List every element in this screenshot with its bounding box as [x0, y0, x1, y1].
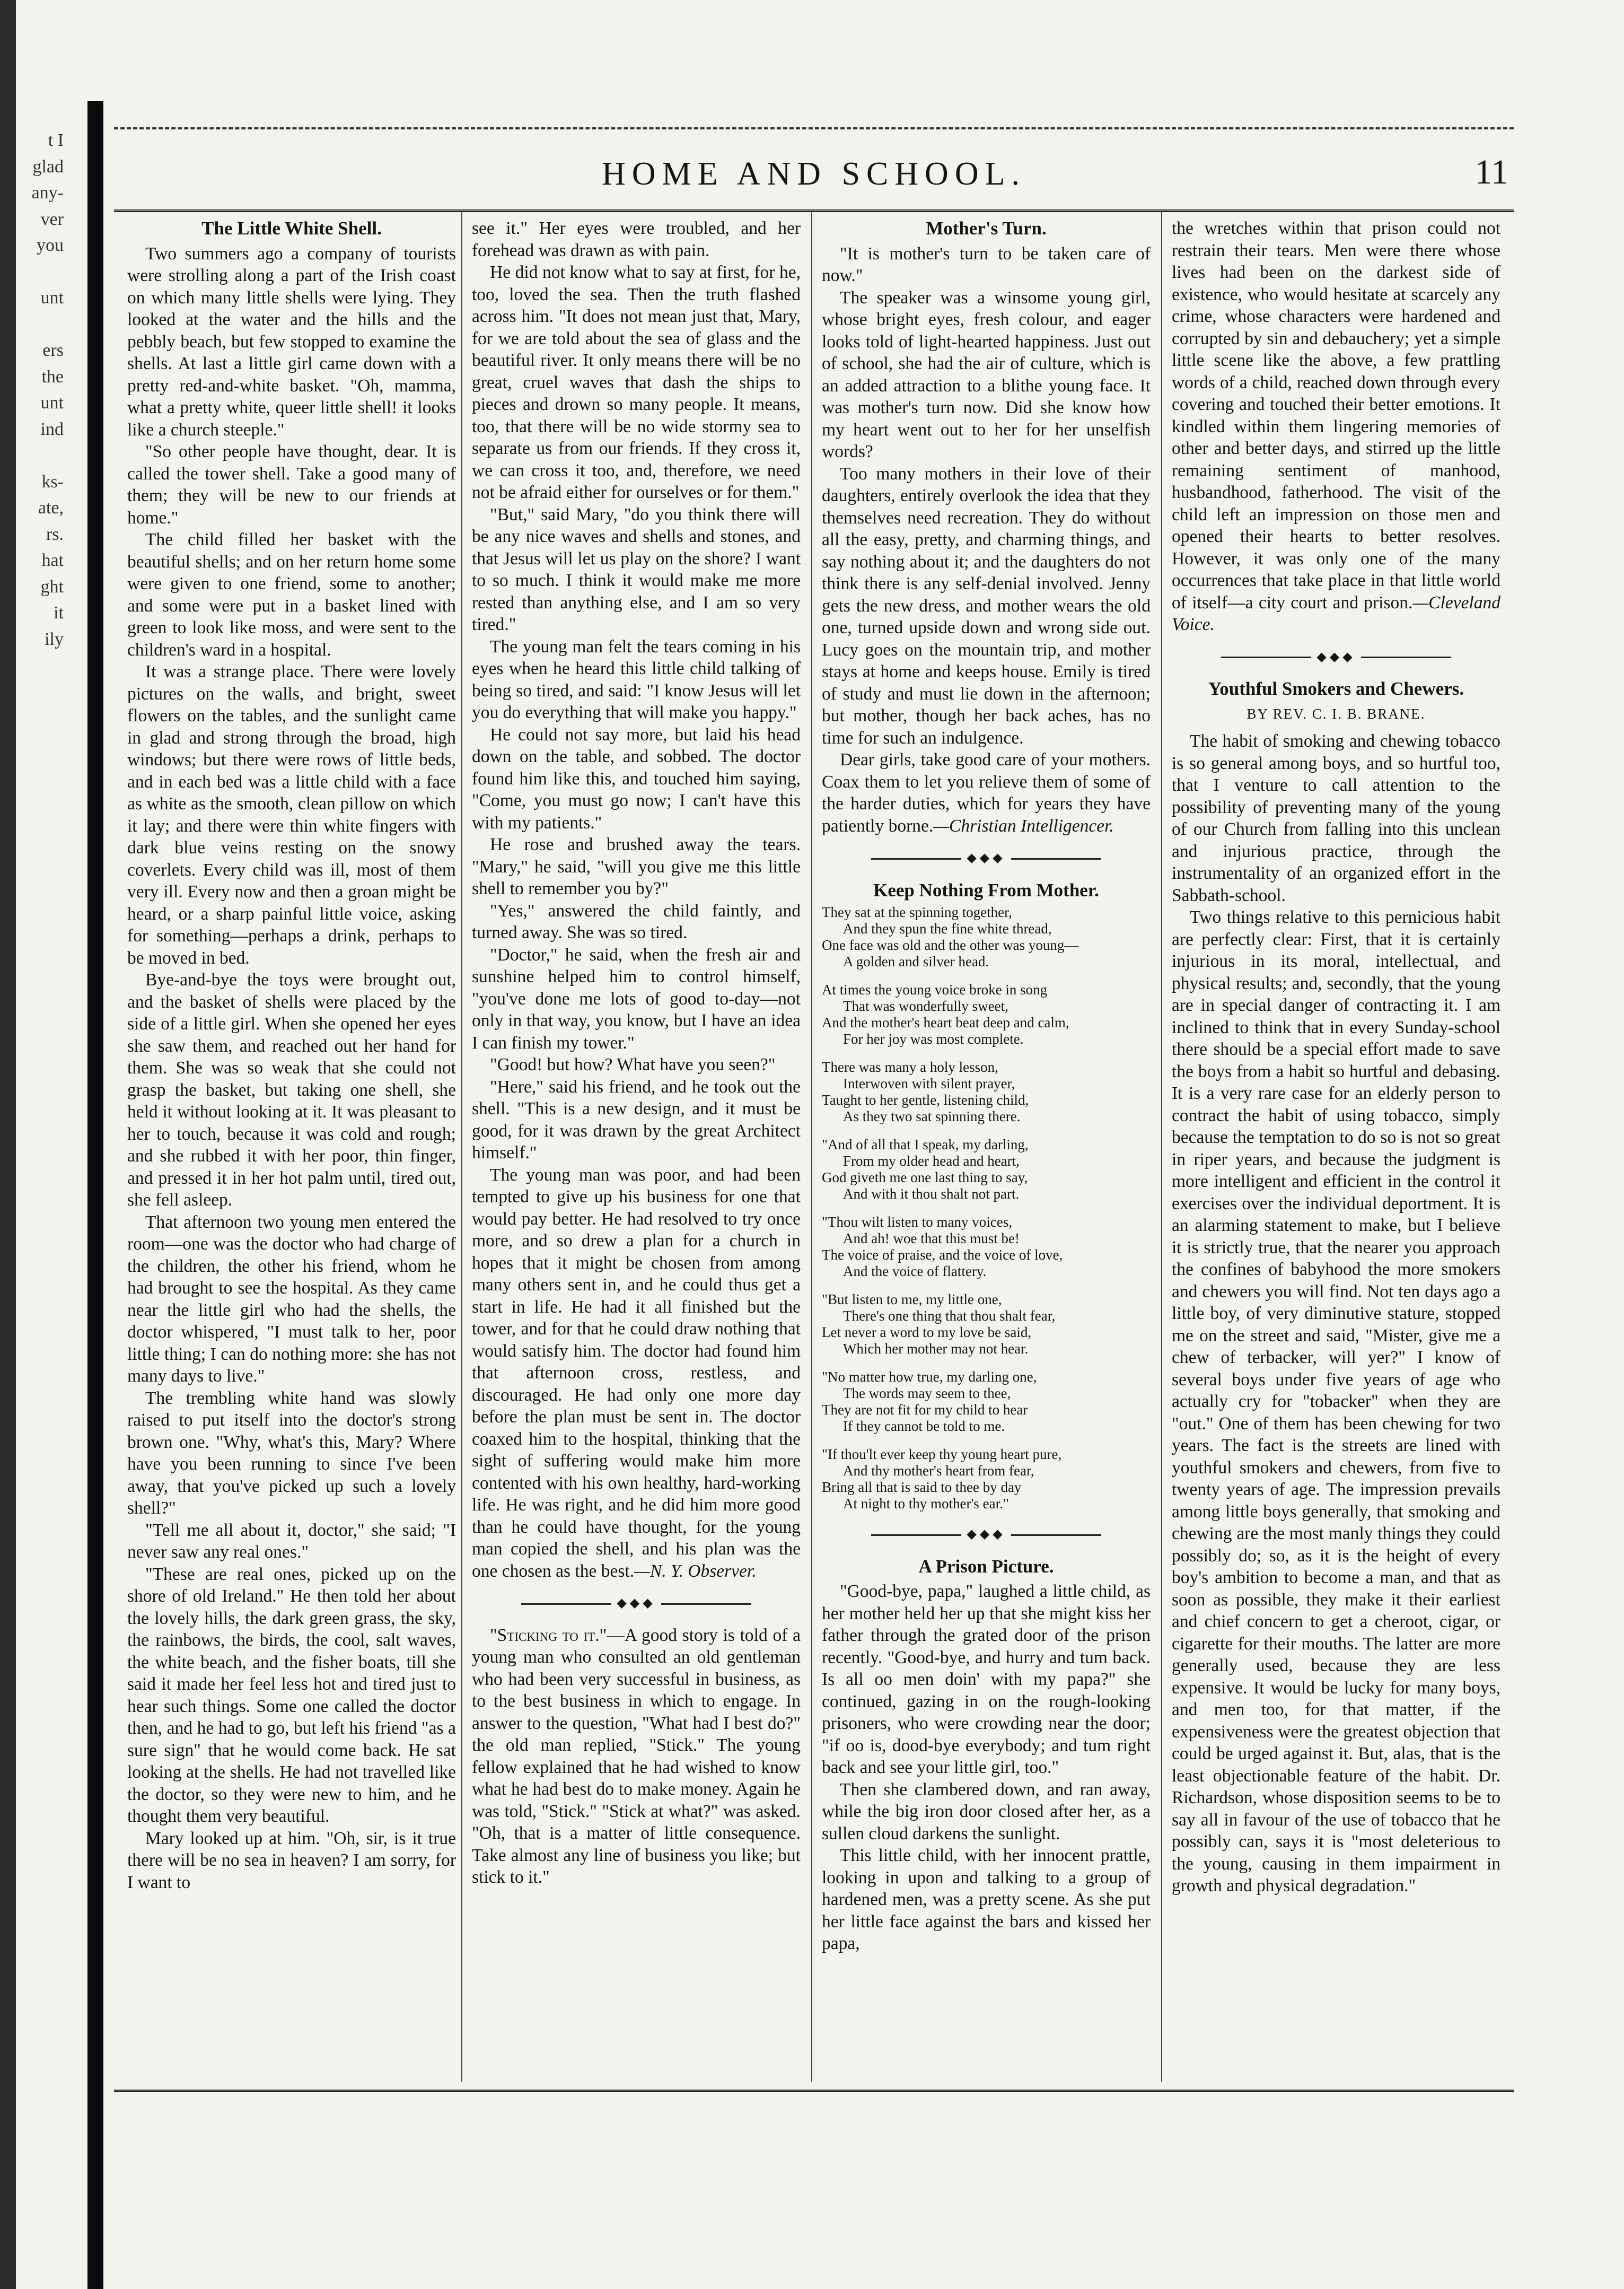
- fragment-line: ers: [42, 340, 64, 360]
- poem-line: They sat at the spinning together,: [822, 904, 1012, 920]
- article-text: —A good story is told of a young man who consulted an old gentleman who had been very successful in business, as to the best business in which to engage. In answer to the question, "What had I best do?" the old man replied, "Stick." The young fellow explained that he had wished to know what he had best do to make money. Again he was told, "Stick." "Stick at what?" was asked. "Oh, that is a matter of little consequence. Take almost any line of business you like; but stick to it.": [472, 1625, 801, 1887]
- article-paragraph: "Yes," answered the child faintly, and turned away. She was so tired.: [472, 901, 801, 942]
- poem-line: "If thou'lt ever keep thy young heart pure,: [822, 1446, 1062, 1462]
- article-paragraph: Bye-and-bye the toys were brought out, and the basket of shells were placed by the side of a little girl. When she opened her eyes she saw them, and reached out her hand for them. She was so weak that she could not grasp the basket, but taking one shell, she held it without looking at it. It was pleasant to her to touch, because it was cold and rough; and she rubbed it with her poor, thin finger, and pressed it in her hot palm until, tired out, she fell asleep.: [127, 970, 456, 1210]
- poem-line: "No matter how true, my darling one,: [822, 1369, 1037, 1385]
- article-paragraph: The child filled her basket with the beautiful shells; and on her return home some were given to one friend, some to another; and some were put in a basket lined with green to look like moss, and were sent to the children's ward in a hospital.: [127, 530, 456, 660]
- article-paragraph: Too many mothers in their love of their daughters, entirely overlook the idea that they themselves need recreation. They do without all the easy, pretty, and charming things, and say nothing about it; and the daughters do not think there is any self-denial involved. Jenny gets the new dress, and mother wears the old one, turned upside down and wrong side out. Lucy goes on the mountain trip, and mother stays at home and keeps house. Emily is tired of study and must lie down in the afternoon; but mother, though her back aches, has no time for such an indulgence.: [822, 464, 1151, 748]
- poem-stanza: [822, 1137, 1151, 1202]
- poem-line: As they two sat spinning there.: [843, 1108, 1021, 1124]
- item-lead: "Sticking to it.": [490, 1625, 607, 1645]
- adjacent-page-fragment: [0, 127, 80, 1824]
- poem-line: The voice of praise, and the voice of love,: [822, 1247, 1063, 1263]
- publication-title: HOME AND SCHOOL.: [602, 156, 1026, 192]
- fragment-line: unt: [40, 393, 64, 413]
- fragment-line: you: [37, 235, 64, 255]
- article-paragraph: "These are real ones, picked up on the shore of old Ireland." He then told her about the lovely hills, the dark green grass, the sky, the rainbows, the birds, the cool, salt waves, the white beach, and the fisher boats, till she said it made her feel less hot and tired just to hear such things. Some one called the doctor then, and he had to go, but left his friend "as a sure sign" that he would come back. He sat looking at the shells. He had not travelled like the doctor, so they were new to him, and he thought them very beautiful.: [127, 1564, 456, 1826]
- article-paragraph: "Here," said his friend, and he took out the shell. "This is a new design, and it must be good, for it was drawn by the great Architect himself.": [472, 1077, 801, 1163]
- fragment-line: the: [41, 366, 64, 387]
- poem-line: For her joy was most complete.: [843, 1031, 1024, 1047]
- article-paragraph: The young man felt the tears coming in his eyes when he heard this little child talking of being so tired, and said: "I know Jesus will let you do everything that will make you happy.": [472, 636, 801, 722]
- source-credit: —N. Y. Observer.: [634, 1561, 757, 1581]
- poem-line: That was wonderfully sweet,: [843, 998, 1008, 1014]
- article-paragraph: [1172, 217, 1500, 636]
- fragment-line: [0, 311, 80, 338]
- fragment-line: t I: [48, 130, 64, 150]
- source-credit: —Christian Intelligencer.: [933, 816, 1114, 836]
- top-dashed-rule: [114, 127, 1514, 129]
- article-paragraph: The speaker was a winsome young girl, whose bright eyes, fresh colour, and eager looks told of light-hearted happiness. Just out of school, she had the air of culture, which is an added attraction to a blithe young face. It was mother's turn now. Did she know how my heart went out to her for her unselfish words?: [822, 287, 1151, 461]
- section-divider: ◆◆◆: [822, 1524, 1151, 1546]
- page-number: 11: [1474, 153, 1508, 191]
- poem-title: Keep Nothing From Mother.: [873, 879, 1099, 901]
- article-paragraph: The habit of smoking and chewing tobacco is so general among boys, and so hurtful too, that I venture to call attention to the possibility of preventing many of the young of our Church from falling into this unclean and injurious practice, through the instrumentality of an organized effort in the Sabbath-school.: [1172, 731, 1500, 905]
- poem-line: Which her mother may not hear.: [843, 1341, 1029, 1357]
- fragment-line: hat: [41, 551, 64, 570]
- poem-line: They are not fit for my child to hear: [822, 1402, 1028, 1418]
- poem-line: Interwoven with silent prayer,: [843, 1076, 1015, 1091]
- poem-line: The words may seem to thee,: [843, 1385, 1011, 1401]
- newspaper-page: [114, 127, 1514, 2121]
- running-head: [114, 146, 1514, 212]
- fragment-line: any-: [31, 183, 64, 203]
- poem: [822, 904, 1151, 1512]
- section-divider: ◆◆◆: [822, 848, 1151, 870]
- article-paragraph: This little child, with her innocent prattle, looking in upon and talking to a group of hardened men, was a pretty scene. As she put her little face against the bars and kissed her papa,: [822, 1846, 1151, 1953]
- poem-line: One face was old and the other was young—: [822, 937, 1079, 953]
- fragment-line: [0, 259, 80, 285]
- poem-line: God giveth me one last thing to say,: [822, 1169, 1028, 1185]
- poem-stanza: [822, 1446, 1151, 1512]
- poem-stanza: [822, 1214, 1151, 1280]
- article-paragraph: He rose and brushed away the tears. "Mary," he said, "will you give me this little shell to remember you by?": [472, 835, 801, 898]
- poem-line: Taught to her gentle, listening child,: [822, 1092, 1029, 1108]
- article-paragraph: "So other people have thought, dear. It is called the tower shell. Take a good many of them; they will be new to our friends at home.": [127, 442, 456, 528]
- article-text: the wretches within that prison could not restrain their tears. Men were there whose lives had been on the darkest side of existence, who would hesitate at scarcely any crime, whose characters were hardened and corrupted by sin and debauchery; yet a simple little scene like the above, a few prattling words of a child, reached down through every covering and touched their better emotions. It kindled within them lingering memories of other and better days, and stirred up the little remaining sentiment of manhood, husbandhood, fatherhood. The visit of the child left an impression on those men and opened their hearts to better resolves. However, it was only one of the many occurrences that take place in that little world of itself—a city court and prison.: [1172, 219, 1500, 613]
- article-title-little-white-shell: The Little White Shell.: [201, 218, 382, 239]
- column-rule: [1161, 212, 1162, 2082]
- article-paragraph: Mary looked up at him. "Oh, sir, is it true there will be no sea in heaven? I am sorry, for I want to: [127, 1828, 456, 1892]
- poem-line: And with it thou shalt not part.: [843, 1186, 1020, 1202]
- poem-line: And they spun the fine white thread,: [843, 921, 1052, 937]
- fragment-line: rs.: [46, 524, 64, 544]
- fragment-line: ind: [40, 419, 64, 439]
- article-paragraph: "Good-bye, papa," laughed a little child, as her mother held her up that she might kiss her father through the grated door of the prison recently. "Good-bye, and hurry and tum back. Is all oo men doin' with my papa?" she continued, gazing in on the rough-looking prisoners, who were crowding near the door; "if oo is, dood-bye everybody; and tum right back and see your little girl, too.": [822, 1582, 1151, 1777]
- article-paragraph: [472, 1624, 801, 1889]
- poem-line: If they cannot be told to me.: [843, 1418, 1005, 1434]
- poem-line: "Thou wilt listen to many voices,: [822, 1214, 1012, 1230]
- article-paragraph: He could not say more, but laid his head down on the table, and sobbed. The doctor found him like this, and touched him saying, "Come, you must go now; I can't have this with my patients.": [472, 724, 801, 833]
- article-paragraph: see it." Her eyes were troubled, and her forehead was drawn as with pain.: [472, 219, 801, 260]
- fragment-line: [0, 442, 80, 469]
- article-paragraph: The trembling white hand was slowly raised to put itself into the doctor's strong brown one. "Why, what's this, Mary? Where have you been running to since I've been away, that you've picked up such a lovely shell?": [127, 1388, 456, 1518]
- fragment-line: ver: [40, 209, 64, 229]
- article-paragraph: [822, 749, 1151, 837]
- article-text: The young man was poor, and had been tempted to give up his business for one that would pay better. He had resolved to try once more, and so drew a plan for a church in hopes that it might be chosen from among many others sent in, and he could thus get a start in life. He had it all finished but the tower, and for that he could draw nothing that would satisfy him. The doctor had found him that afternoon cross, restless, and discouraged. He had only one more day before the plan must be sent in. The doctor coaxed him to the hospital, thinking that the sight of suffering would make him more contented with his own healthy, hard-working life. He was right, and he did him more good than he could have thought, for the young man copied the shell, and his plan was the one chosen as the best.: [472, 1165, 801, 1581]
- fragment-line: ght: [40, 576, 64, 597]
- article-paragraph: It was a strange place. There were lovely pictures on the walls, and bright, sweet flowers on the tables, and the sunlight came in glad and strong through the broad, high windows; but there were rows of little beds, and in each bed was a little child with a face as white as the smooth, clean pillow on which it lay; and there were thin white fingers with dark blue veins resting on the snowy coverlets. Every child was ill, most of them very ill. Every now and then a groan might be heard, or a sharp painful little voice, asking for something—perhaps a drink, perhaps to be moved in bed.: [127, 662, 456, 968]
- poem-line: "But listen to me, my little one,: [822, 1291, 1002, 1307]
- binding-shadow: [87, 101, 103, 2289]
- column-rule: [461, 212, 462, 2082]
- fragment-line: unt: [40, 288, 64, 308]
- source-credit: —Cleveland Voice.: [1172, 592, 1500, 634]
- fragment-line: ate,: [38, 498, 64, 518]
- poem-line: There was many a holy lesson,: [822, 1059, 998, 1075]
- poem-stanza: [822, 982, 1151, 1047]
- poem-line: There's one thing that thou shalt fear,: [843, 1308, 1056, 1324]
- article-paragraph: Two things relative to this pernicious habit are perfectly clear: First, that it is certainly injurious in its moral, intellectual, and physical results; and, secondly, that the young are in special danger of contracting it. I am inclined to think that in every Sunday-school there should be a special effort made to save the boys from a habit so hurtful and debasing. It is a very rare case for an elderly person to contract the habit of using tobacco, simply because the temptation to do so is not so great in riper years, and because the judgment is more intelligent and efficient in the control it exercises over the individual deportment. It is an alarming statement to make, but I believe it is strictly true, that the nearer you approach the confines of babyhood the more smokers and chewers you will find. Not ten days ago a little boy, of very diminutive stature, stopped me on the street and said, "Mister, give me a chew of terbacker, will yer?" I know of several boys under five years of age who actually cry for "tobacker" when they are "out." One of them has been chewing for two years. The fact is the streets are lined with youthful smokers and chewers, from five to twenty years of age. The impression prevails among little boys generally, that smoking and chewing are the most manly things they could possibly do; so, as it is the height of every boy's ambition to become a man, and that as soon as possible, they make it their earliest and chief concern to get a cheroot, cigar, or cigarette for their mouths. The latter are more generally used, because they are less expensive. It would be lucky for many boys, and men too, for that matter, if the expensiveness were the greatest objection that could be urged against it. But, alas, that is the least objectionable feature of the habit. Dr. Richardson, whose disposition seems to be to say all in favour of the use of tobacco that he possibly can, says it is "most deleterious to the young, causing in them impairment in growth and physical degradation.": [1172, 907, 1500, 1895]
- poem-line: At times the young voice broke in song: [822, 982, 1048, 998]
- article-paragraph: [472, 1164, 801, 1583]
- fragment-line: ks-: [41, 471, 64, 492]
- poem-stanza: [822, 1059, 1151, 1125]
- poem-line: And the voice of flattery.: [843, 1263, 987, 1279]
- poem-line: From my older head and heart,: [843, 1153, 1020, 1169]
- article-title-prison-picture: A Prison Picture.: [918, 1556, 1054, 1577]
- poem-stanza: [822, 1369, 1151, 1435]
- article-paragraph: "Good! but how? What have you seen?": [490, 1055, 776, 1074]
- poem-line: At night to thy mother's ear.": [843, 1496, 1009, 1512]
- column-4: [1172, 217, 1500, 2079]
- poem-line: Let never a word to my love be said,: [822, 1324, 1032, 1340]
- column-1: [127, 217, 456, 2079]
- column-rule: [811, 212, 812, 2082]
- article-text: Dear girls, take good care of your mothers. Coax them to let you relieve them of some of the harder duties, which for years they have patiently borne.: [822, 750, 1151, 836]
- fragment-line: it: [54, 603, 64, 623]
- article-title-youthful-smokers: Youthful Smokers and Chewers.: [1208, 678, 1464, 699]
- poem-stanza: [822, 1291, 1151, 1357]
- section-divider: ◆◆◆: [472, 1593, 801, 1615]
- article-paragraph: "Doctor," he said, when the fresh air and sunshine helped him to control himself, "you've done me lots of good to-day—not only in that way, you know, but I have an idea I can finish my tower.": [472, 945, 801, 1053]
- poem-line: "And of all that I speak, my darling,: [822, 1137, 1029, 1152]
- fragment-line: ily: [45, 629, 64, 649]
- poem-line: Bring all that is said to thee by day: [822, 1479, 1022, 1495]
- section-divider: ◆◆◆: [1172, 646, 1500, 669]
- poem-line: And thy mother's heart from fear,: [843, 1463, 1034, 1479]
- column-3: [822, 217, 1151, 2079]
- article-paragraph: Two summers ago a company of tourists were strolling along a part of the Irish coast on which many little shells were lying. They looked at the water and the hills and the pebbly beach, but few stopped to examine the shells. At last a little girl came down with a pretty red-and-white basket. "Oh, mamma, what a pretty white, queer little shell! it looks like a church steeple.": [127, 243, 456, 440]
- poem-line: And the mother's heart beat deep and calm,: [822, 1015, 1069, 1030]
- column-2: [472, 217, 801, 2079]
- article-paragraph: "It is mother's turn to be taken care of now.": [822, 243, 1151, 285]
- byline: BY REV. C. I. B. BRANE.: [1246, 705, 1426, 722]
- article-paragraph: "Tell me all about it, doctor," she said; "I never saw any real ones.": [127, 1520, 456, 1562]
- poem-line: A golden and silver head.: [843, 954, 989, 969]
- article-paragraph: He did not know what to say at first, for he, too, loved the sea. Then the truth flashed across him. "It does not mean just that, Mary, for we are told about the sea of glass and the beautiful river. It only means there will be no great, cruel waves that dash the ships to pieces and drown so many people. It means, too, that there will be no wide stormy sea to separate us from our friends. If they cross it, we can cross it too, and, therefore, we need not be afraid either for ourselves or for them.": [472, 263, 801, 502]
- article-paragraph: Then she clambered down, and ran away, while the big iron door closed after her, as a sullen cloud darkens the sunlight.: [822, 1779, 1151, 1844]
- fragment-line: glad: [32, 156, 64, 177]
- article-paragraph: That afternoon two young men entered the room—one was the doctor who had charge of the children, the other his friend, whom he had brought to see the hospital. As they came near the little girl who had the shells, the doctor whispered, "I must talk to her, poor little thing; I can do nothing more: she has not many days to live.": [127, 1212, 456, 1386]
- article-title-mothers-turn: Mother's Turn.: [926, 218, 1047, 239]
- poem-stanza: [822, 904, 1151, 970]
- poem-line: And ah! woe that this must be!: [843, 1230, 1020, 1246]
- article-paragraph: "But," said Mary, "do you think there will be any nice waves and shells and stones, and that Jesus will let us play on the shore? I want to so much. I think it would make me more rested than anything else, and I am so very tired.": [472, 504, 801, 634]
- bottom-rule: [114, 2090, 1514, 2092]
